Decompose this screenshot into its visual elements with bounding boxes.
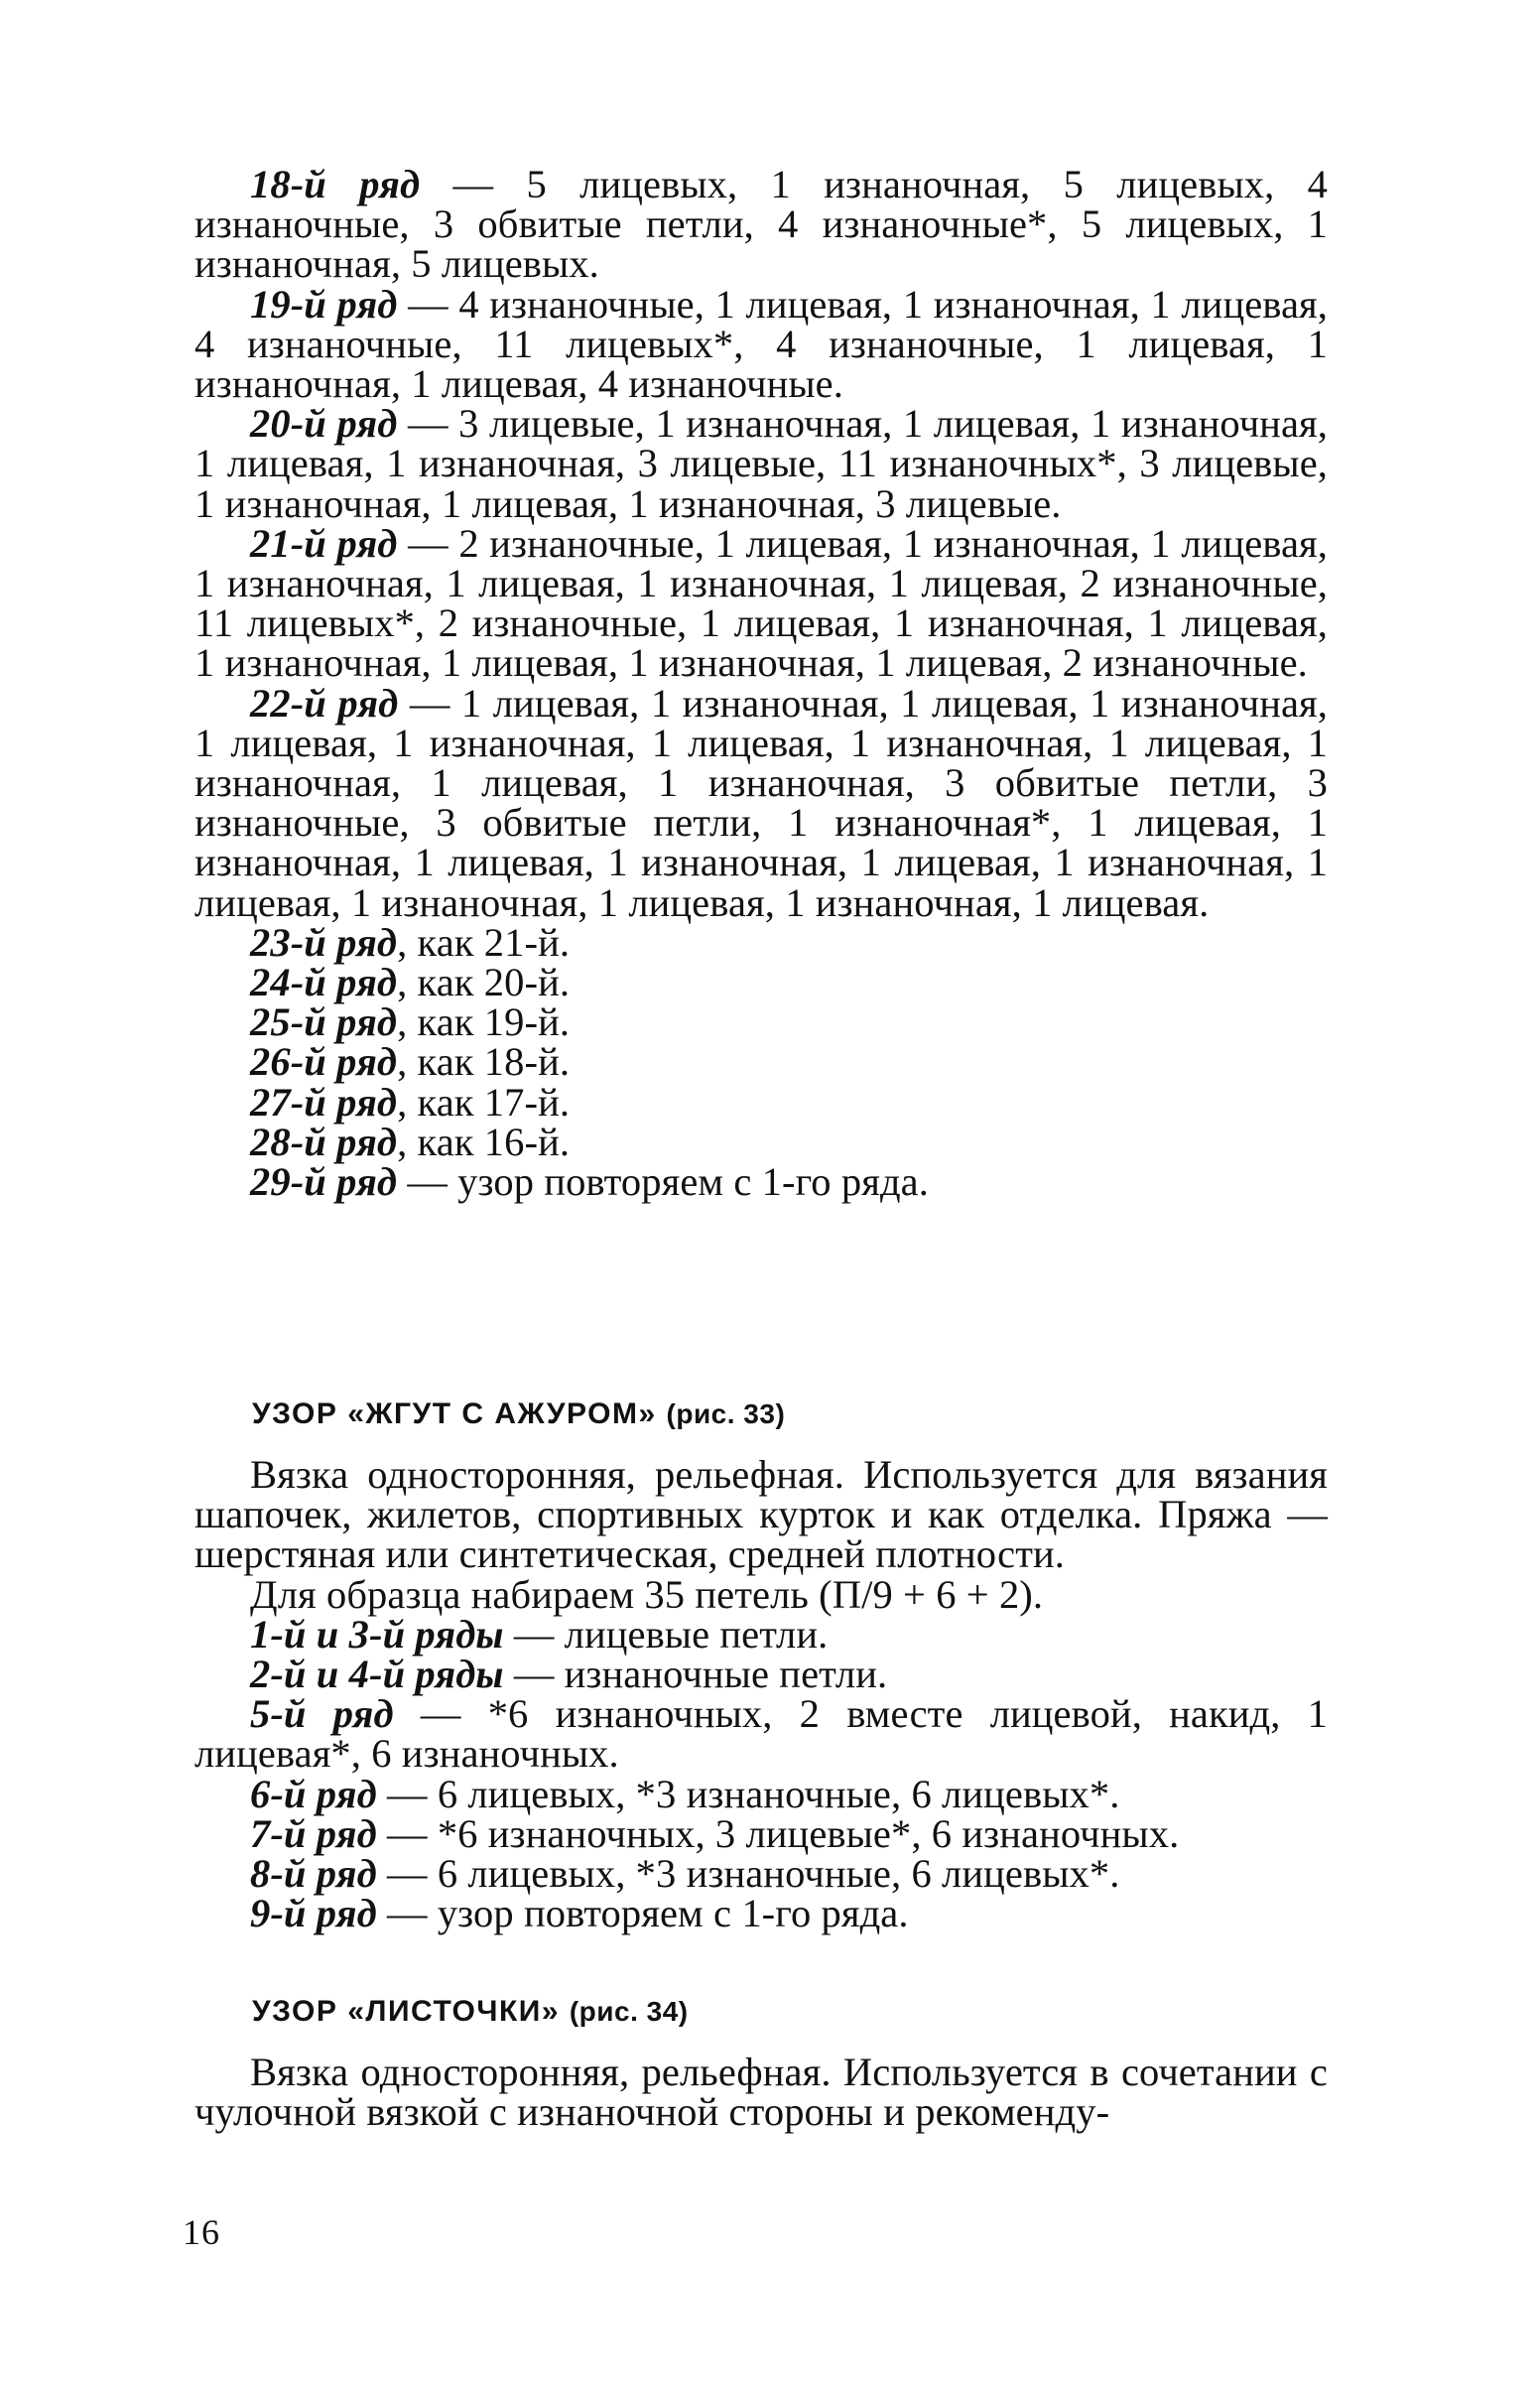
row-label: 23-й ряд — [250, 919, 398, 965]
figure-reference: (рис. 33) — [666, 1398, 786, 1429]
row-label: 6-й ряд — [250, 1771, 377, 1816]
row-text: , как 17-й. — [397, 1079, 571, 1125]
row-separator: — — [398, 680, 461, 726]
row-text: 5 лицевых, 1 изнаночная, 5 лицевых, 4 изнаночные, 3 обвитые петли, 4 изнаночные*, 5 лицевых, 1 изнаночная, 5 лицевых. — [194, 162, 1329, 287]
short-row — [194, 1159, 1328, 1205]
row-label: 18-й ряд — [250, 162, 421, 206]
cast-on-instruction: Для образца набираем 35 петель (П/9 + 6 + 2). — [250, 1571, 1044, 1617]
row-21-paragraph — [194, 520, 1329, 686]
row-label: 5-й ряд — [250, 1691, 394, 1737]
row-label: 27-й ряд — [250, 1079, 398, 1125]
row-text: 3 лицевые, 1 изнаночная, 1 лицевая, 1 изнаночная, 1 лицевая, 1 изнаночная, 3 лицевые, 11 изнаночных*, 3 лицевые, 1 изнаночная, 1 лицевая, 1 изнаночная, 3 лицевые. — [194, 401, 1328, 526]
row-text: — *6 изнаночных, 3 лицевые*, 6 изнаночных. — [376, 1810, 1180, 1856]
row-instruction — [194, 1771, 1328, 1816]
row-text: , как 21-й. — [397, 919, 571, 965]
row-instruction — [194, 1810, 1328, 1856]
row-text: , как 19-й. — [397, 999, 571, 1045]
section-intro: Вязка односторонняя, рельефная. Используется в сочетании с чулочной вязкой с изнаночной стороны и рекоменду- — [194, 2050, 1328, 2135]
row-text: — *6 изнаночных, 2 вместе лицевой, накид, 1 лицевая*, 6 изнаночных. — [194, 1691, 1328, 1777]
row-label: 2-й и 4-й ряды — [250, 1652, 504, 1697]
row-separator: — — [420, 162, 527, 206]
row-instruction — [194, 1891, 1328, 1936]
section-intro: Вязка односторонняя, рельефная. Используется для вязания шапочек, жилетов, спортивных курток и как отделка. Пряжа — шерстяная или синтетическая, средней плотности. — [194, 1452, 1328, 1577]
short-row — [194, 1079, 1328, 1125]
row-text: 2 изнаночные, 1 лицевая, 1 изнаночная, 1 лицевая, 1 изнаночная, 1 лицевая, 1 изнаночная, 1 лицевая, 2 изнаночные, 11 лицевых*, 2 изнаночные, 1 лицевая, 1 изнаночная, 1 лицевая, 1 изнаночная, 1 лицевая, 1 изнаночная, 1 лицевая, 2 изнаночные. — [194, 520, 1329, 686]
row-text: 4 изнаночные, 1 лицевая, 1 изнаночная, 1 лицевая, 4 изнаночные, 11 лицевых*, 4 изнаночные, 1 лицевая, 1 изнаночная, 1 лицевая, 4 изнаночные. — [194, 281, 1329, 407]
short-row — [194, 1039, 1328, 1085]
row-text: — лицевые петли. — [503, 1611, 829, 1657]
row-label: 8-й ряд — [250, 1851, 377, 1897]
row-text: — узор повторяем с 1-го ряда. — [397, 1159, 929, 1205]
row-text: — изнаночные петли. — [503, 1652, 888, 1697]
short-row — [194, 919, 1328, 965]
rows-block-18-22 — [194, 162, 1329, 1205]
row-text: , как 16-й. — [397, 1119, 571, 1164]
row-label: 20-й ряд — [250, 401, 398, 447]
row-22-paragraph — [194, 680, 1328, 925]
row-20-paragraph — [194, 401, 1328, 526]
short-row — [194, 999, 1328, 1045]
row-separator: — — [397, 281, 459, 327]
row-text: — 6 лицевых, *3 изнаночные, 6 лицевых*. — [376, 1851, 1120, 1897]
short-row — [194, 1119, 1328, 1164]
row-text: — узор повторяем с 1-го ряда. — [376, 1891, 909, 1936]
section-heading-zhgut — [252, 1397, 785, 1431]
row-instruction — [194, 1851, 1328, 1897]
section-2-body — [194, 2050, 1328, 2135]
row-instruction — [194, 1652, 1328, 1697]
row-18-paragraph — [194, 162, 1329, 287]
row-text: 1 лицевая, 1 изнаночная, 1 лицевая, 1 изнаночная, 1 лицевая, 1 изнаночная, 1 лицевая, 1 изнаночная, 1 лицевая, 1 изнаночная, 1 лицевая, 1 изнаночная, 3 обвитые петли, 3 изнаночные, 3 обвитые петли, 1 изнаночная*, 1 лицевая, 1 изнаночная, 1 лицевая, 1 изнаночная, 1 лицевая, 1 изнаночная, 1 лицевая, 1 изнаночная, 1 лицевая, 1 изнаночная, 1 лицевая. — [194, 680, 1328, 925]
row-instruction — [194, 1691, 1328, 1777]
page-number: 16 — [183, 2212, 220, 2252]
section-heading-listochki — [252, 1995, 689, 2029]
row-label: 1-й и 3-й ряды — [250, 1611, 504, 1657]
row-label: 9-й ряд — [250, 1891, 377, 1936]
row-label: 19-й ряд — [250, 281, 398, 327]
row-19-paragraph — [194, 281, 1329, 407]
row-text: — 6 лицевых, *3 изнаночные, 6 лицевых*. — [376, 1771, 1120, 1816]
row-label: 21-й ряд — [250, 520, 398, 566]
row-label: 22-й ряд — [250, 680, 399, 726]
row-separator: — — [397, 520, 459, 566]
row-label: 28-й ряд — [250, 1119, 398, 1164]
row-instruction — [194, 1611, 1328, 1657]
row-separator: — — [397, 401, 459, 447]
row-label: 7-й ряд — [250, 1810, 377, 1856]
row-text: , как 20-й. — [397, 960, 571, 1005]
section-heading-title: УЗОР «ЛИСТОЧКИ» — [252, 1995, 561, 2028]
row-text: , как 18-й. — [397, 1039, 571, 1085]
figure-reference: (рис. 34) — [569, 1996, 689, 2027]
section-heading-title: УЗОР «ЖГУТ С АЖУРОМ» — [252, 1397, 657, 1430]
section-1-body — [194, 1452, 1328, 1936]
row-label: 24-й ряд — [250, 960, 398, 1005]
row-label: 26-й ряд — [250, 1039, 398, 1085]
short-row — [194, 960, 1328, 1005]
row-label: 29-й ряд — [250, 1159, 398, 1205]
row-label: 25-й ряд — [250, 999, 398, 1045]
